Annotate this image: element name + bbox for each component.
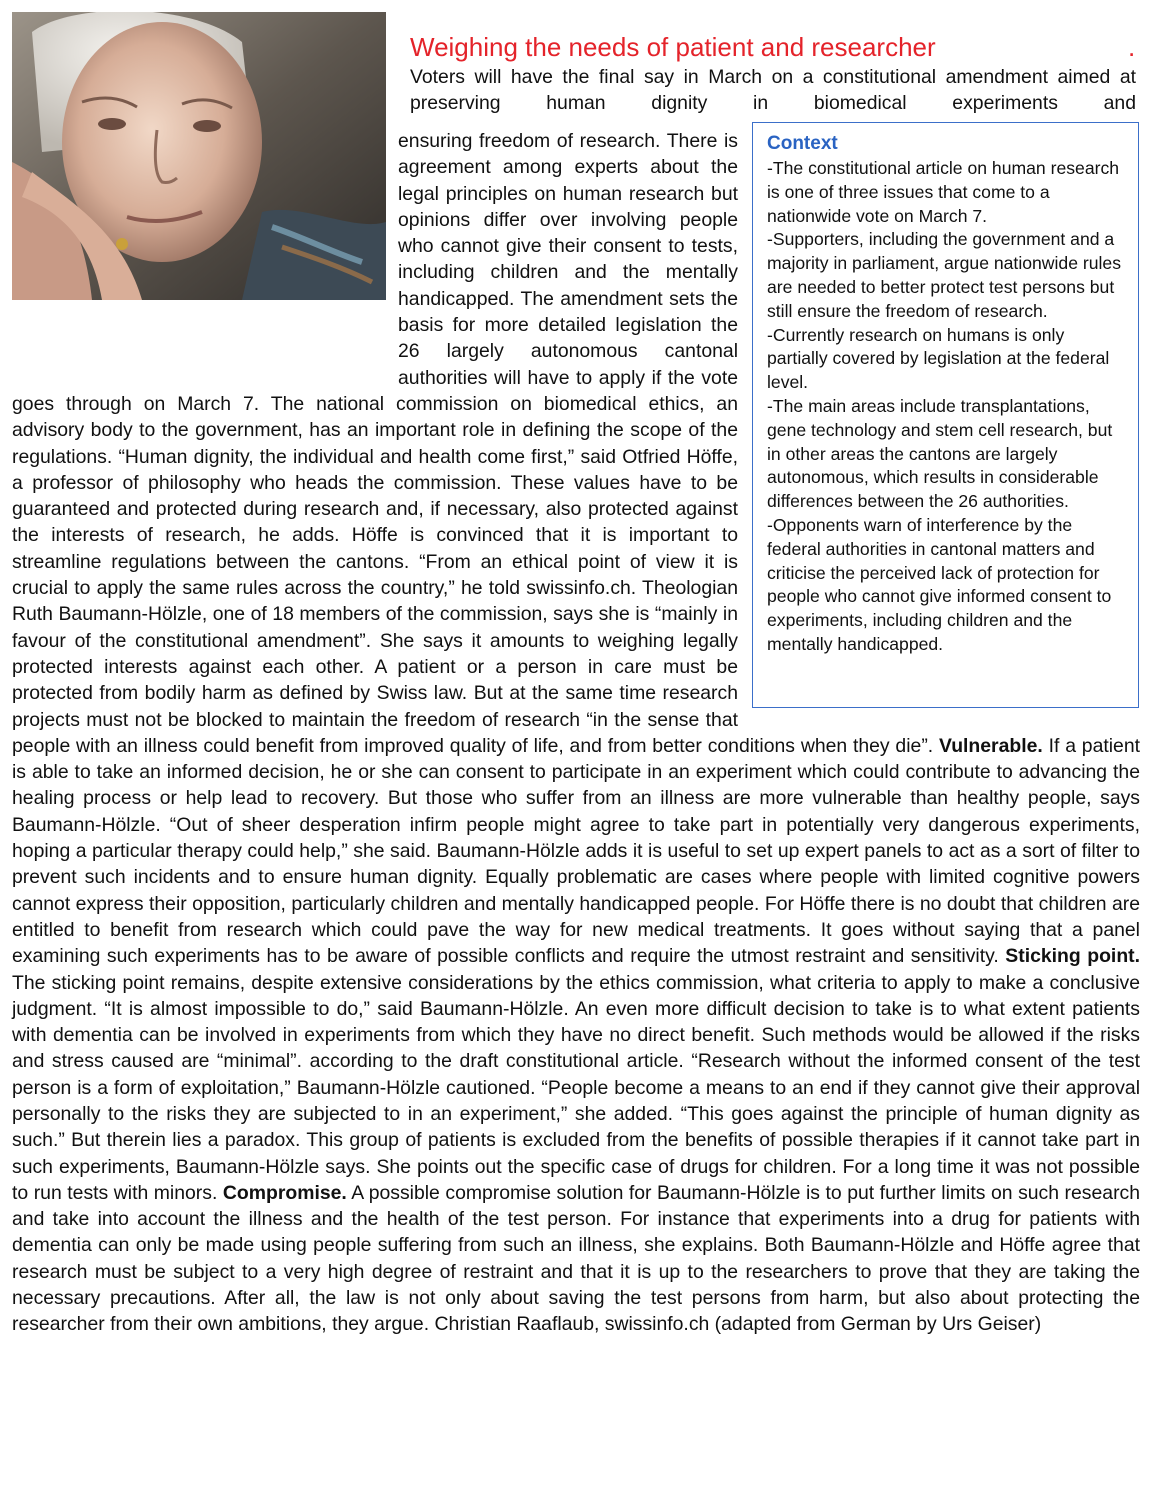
context-item: -The constitutional article on human research is one of three issues that come to a nationwide vote on March 7. bbox=[767, 158, 1120, 226]
article-body bbox=[12, 128, 1140, 1338]
body-vulnerable: If a patient is able to take an informed decision, he or she can consent to participate in an experiment which could contribute to advancing the healing process or help lead to recovery. But those who suffer from an illness are more vulnerable than healthy people, says Baumann-Hölzle. “Out of sheer desperation infirm people might agree to take part in potentially very dangerous experiments, hoping a particular therapy could help,” she said. Baumann-Hölzle adds it is useful to set up expert panels to act as a sort of filter to prevent such incidents and to ensure human dignity. Equally problematic are cases where people with limited cognitive powers cannot express their opposition, particularly children and mentally handicapped people. For Höffe there is no doubt that children are entitled to benefit from research which could pave the way for new medical treatments. It goes without saying that a panel examining such experiments has to be aware of possible conflicts and require the utmost restraint and sensitivity. bbox=[12, 734, 1141, 968]
article-headline: Weighing the needs of patient and researcher bbox=[410, 32, 936, 62]
subhead-vulnerable: Vulnerable. bbox=[938, 734, 1043, 757]
body-intro: ensuring freedom of research. There is agreement among experts about the legal principles on human research but opinions differ over involving people who cannot give their consent to tests, including children and the mentally handicapped. The amendment sets the basis for more detailed legislation the 26 largely autonomous cantonal authorities will have to apply if the vote goes through on March 7. The national commission on biomedical ethics, an advisory body to the government, has an important role in defining the scope of the regulations. “Human dignity, the individual and health come first,” said Otfried Höffe, a professor of philosophy who heads the commission. These values have to be guaranteed and protected during research and, if necessary, also protected against the interests of research, he adds. Höffe is convinced that it is important to streamline regulations between the cantons. “From an ethical point of view it is crucial to apply the same rules across the country,” he told swissinfo.ch. Theologian Ruth Baumann-Hölzle, one of 18 members of the commission, says she is “mainly in favour of the constitutional amendment”. She says it amounts to weighing legally protected interests against each other. A patient or a person in care must be protected from bodily harm as defined by Swiss law. But at the same time research projects must not be blocked to maintain the freedom of research “in the sense that people with an illness could benefit from improved quality of life, and from better conditions when they die”. bbox=[12, 130, 934, 757]
body-sticking-point: The sticking point remains, despite extensive considerations by the ethics commission, what criteria to apply to make a conclusive judgment. “It is almost impossible to do,” said Baumann-Hölzle. An even more difficult decision to take is to what extent patients with dementia can be involved in experiments from which they have no direct benefit. Such methods would be allowed if the risks and stress caused are “minimal”. according to the draft constitutional article. “Research without the informed consent of the test person is a form of exploitation,” Baumann-Hölzle cautioned. “People become a means to an end if they cannot give their approval personally to the risks they are subjected to in an experiment,” she added. “This goes against the principle of human dignity as such.” But therein lies a paradox. This group of patients is excluded from the benefits of possible therapies if it cannot take part in such experiments, Baumann-Hölzle says. She points out the specific case of drugs for children. For a long time it was not possible to run tests with minors. bbox=[12, 971, 1140, 1204]
context-item: -Supporters, including the government and a majority in parliament, argue nationwide rules are needed to better protect test persons but still ensure the freedom of research. bbox=[767, 229, 1122, 321]
context-item: -Opponents warn of interference by the federal authorities in cantonal matters and criticise the perceived lack of protection for people who cannot give informed consent to experiments, including children and the mentally handicapped. bbox=[767, 514, 1112, 654]
article-deck: Voters will have the final say in March on a constitutional amendment aimed at preserving human dignity in biomedical experiments and bbox=[410, 66, 1136, 115]
headline-dot: . bbox=[1128, 32, 1136, 62]
body-compromise: A possible compromise solution for Baumann-Hölzle is to put further limits on such research and take into account the illness and the health of the test person. For instance that experiments into a drug for patients with dementia can only be made using people suffering from such an illness, she explains. Both Baumann-Hölzle and Höffe agree that research must be subject to a very high degree of restraint and that it is up to the researchers to prove that they are taking the necessary precautions. After all, the law is not only about saving the test persons from harm, but also about protecting the researcher from their own ambitions, they argue. Christian Raaflaub, swissinfo.ch (adapted from German by Urs Geiser) bbox=[12, 1181, 1141, 1336]
subhead-compromise: Compromise. bbox=[222, 1181, 347, 1204]
article-page bbox=[12, 12, 1140, 1492]
context-title: Context bbox=[767, 133, 838, 154]
context-item: -The main areas include transplantations, gene technology and stem cell research, but in other areas the cantons are largely autonomous, which results in considerable differences between the 26 authorities. bbox=[767, 395, 1113, 512]
context-item: -Currently research on humans is only partially covered by legislation at the federal level. bbox=[767, 324, 1110, 393]
subhead-sticking-point: Sticking point. bbox=[1005, 945, 1141, 968]
